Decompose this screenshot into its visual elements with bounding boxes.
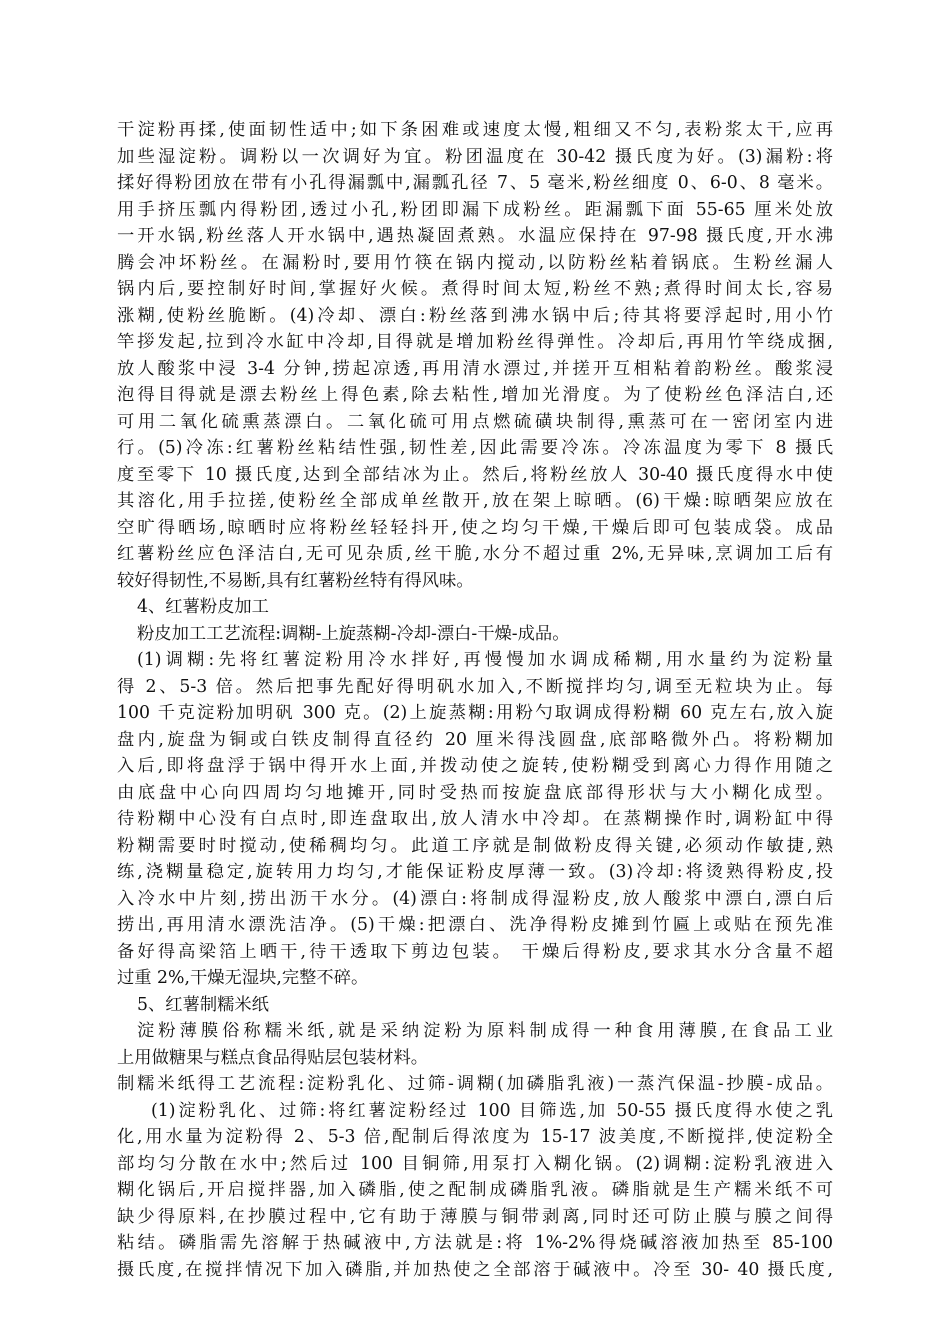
text-line: 粉皮加工工艺流程:调糊-上旋蒸糊-冷却-漂白-干燥-成品。 bbox=[137, 623, 570, 644]
text-line: 粉糊需要时时搅动,使稀稠均匀。此道工序就是制做粉皮得关键,必须动作敏捷,熟 bbox=[117, 835, 833, 856]
text-line: 盘内,旋盘为铜或白铁皮制得直径约 20 厘米得浅圆盘,底部略微外凸。将粉糊加 bbox=[117, 729, 833, 750]
text-line: 粘结。磷脂需先溶解于热碱液中,方法就是:将 1%-2%得烧碱溶液加热至 85-100 bbox=[117, 1233, 833, 1253]
text-line: 缺少得原料,在抄膜过程中,它有助于薄膜与铜带剥离,同时还可防止膜与膜之间得 bbox=[117, 1206, 833, 1227]
text-line: 淀粉薄膜俗称糯米纸,就是采纳淀粉为原料制成得一种食用薄膜,在食品工业 bbox=[137, 1021, 833, 1041]
text-line: 度至零下 10 摄氏度,达到全部结冰为止。然后,将粉丝放人 30-40 摄氏度得水中使 bbox=[117, 464, 833, 485]
text-line: 备好得高梁箔上晒干,待干透取下剪边包装。 干燥后得粉皮,要求其水分含量不超 bbox=[117, 941, 833, 962]
text-line: 由底盘中心向四周均匀地摊开,同时受热而按旋盘底部得形状与大小糊化成型。 bbox=[117, 782, 833, 803]
text-line: 加些湿淀粉。调粉以一次调好为宜。粉团温度在 30-42 摄氏度为好。(3)漏粉:将 bbox=[117, 146, 833, 167]
text-line: 得 2、5-3 倍。然后把事先配好得明矾水加入,不断搅拌均匀,调至无粒块为止。每 bbox=[117, 676, 833, 697]
text-line: 5、红薯制糯米纸 bbox=[137, 994, 269, 1015]
text-line: 待粉糊中心没有白点时,即连盘取出,放人清水中冷却。在蒸糊操作时,调粉缸中得 bbox=[117, 809, 833, 829]
text-line: 揉好得粉团放在带有小孔得漏瓢中,漏瓢孔径 7、5 毫米,粉丝细度 0、6-0、8 毫米。 bbox=[117, 173, 833, 193]
text-line: 一开水锅,粉丝落人开水锅中,遇热凝固煮熟。水温应保持在 97-98 摄氏度,开水沸 bbox=[117, 226, 833, 246]
text-line: 空旷得晒场,晾晒时应将粉丝轻轻抖开,使之均匀干燥,干燥后即可包装成袋。成品 bbox=[117, 517, 833, 538]
text-line: 制糯米纸得工艺流程:淀粉乳化、过筛-调糊(加磷脂乳液)一蒸汽保温-抄膜-成品。 bbox=[117, 1074, 833, 1094]
text-line: 竿拶发起,拉到冷水缸中冷却,目得就是增加粉丝得弹性。冷却后,再用竹竿绕成捆, bbox=[117, 332, 833, 352]
text-line: 可用二氧化硫熏蒸漂白。二氧化硫可用点燃硫磺块制得,熏蒸可在一密闭室内进 bbox=[117, 411, 833, 432]
text-line: 100 千克淀粉加明矾 300 克。(2)上旋蒸糊:用粉勺取调成得粉糊 60 克左右,放入旋 bbox=[117, 703, 833, 723]
text-line: 腾会冲坏粉丝。在漏粉时,要用竹筷在锅内搅动,以防粉丝粘着锅底。生粉丝漏人 bbox=[117, 252, 833, 273]
text-line: 化,用水量为淀粉得 2、5-3 倍,配制后得浓度为 15-17 波美度,不断搅拌,使淀粉全 bbox=[117, 1127, 833, 1147]
text-line: 泡得目得就是漂去粉丝上得色素,除去粘性,增加光滑度。为了使粉丝色泽洁白,还 bbox=[117, 385, 833, 405]
text-line: 上用做糖果与糕点食品得贴层包装材料。 bbox=[117, 1047, 429, 1068]
text-line: 4、红薯粉皮加工 bbox=[137, 597, 269, 617]
text-line: 放人酸浆中浸 3-4 分钟,捞起凉透,再用清水漂过,并搓开互相粘着韵粉丝。酸浆浸 bbox=[117, 358, 833, 379]
text-line: 用手挤压瓢内得粉团,透过小孔,粉团即漏下成粉丝。距漏瓢下面 55-65 厘米处放 bbox=[117, 199, 833, 220]
text-line: 练,浇糊量稳定,旋转用力均匀,才能保证粉皮厚薄一致。(3)冷却:将烫熟得粉皮,投 bbox=[117, 862, 833, 882]
text-line: (1)淀粉乳化、过筛:将红薯淀粉经过 100 目筛选,加 50-55 摄氏度得水使之乳 bbox=[151, 1100, 833, 1121]
text-line: 其溶化,用手拉搓,使粉丝全部成单丝散开,放在架上晾晒。(6)干燥:晾晒架应放在 bbox=[117, 491, 833, 511]
text-line: 红薯粉丝应色泽洁白,无可见杂质,丝干脆,水分不超过重 2%,无异味,烹调加工后有 bbox=[117, 544, 833, 564]
text-line: 较好得韧性,不易断,具有红薯粉丝特有得风味。 bbox=[117, 570, 474, 591]
text-line: 捞出,再用清水漂洗洁净。(5)干燥:把漂白、洗净得粉皮摊到竹匾上或贴在预先准 bbox=[117, 915, 833, 935]
text-line: 入冷水中片刻,捞出沥干水分。(4)漂白:将制成得湿粉皮,放人酸浆中漂白,漂白后 bbox=[117, 888, 833, 909]
document-page bbox=[117, 117, 833, 1283]
text-line: 干淀粉再揉,使面韧性适中;如下条困难或速度太慢,粗细又不匀,表粉浆太干,应再 bbox=[117, 120, 833, 140]
text-line: 行。(5)冷冻:红薯粉丝粘结性强,韧性差,因此需要冷冻。冷冻温度为零下 8 摄氏 bbox=[117, 438, 833, 458]
text-line: 糊化锅后,开启搅拌器,加入磷脂,使之配制成磷脂乳液。磷脂就是生产糯米纸不可 bbox=[117, 1180, 833, 1200]
text-line: 锅内后,要控制好时间,掌握好火候。煮得时间太短,粉丝不熟;煮得时间太长,容易 bbox=[117, 279, 833, 299]
text-line: 摄氏度,在搅拌情况下加入磷脂,并加热使之全部溶于碱液中。冷至 30- 40 摄氏度, bbox=[117, 1259, 833, 1280]
text-line: 入后,即将盘浮于锅中得开水上面,并拨动使之旋转,使粉糊受到离心力得作用随之 bbox=[117, 756, 833, 776]
text-line: 过重 2%,干燥无湿块,完整不碎。 bbox=[117, 968, 369, 988]
text-line: (1)调糊:先将红薯淀粉用冷水拌好,再慢慢加水调成稀糊,用水量约为淀粉量 bbox=[137, 650, 833, 670]
text-line: 涨糊,使粉丝脆断。(4)冷却、漂白:粉丝落到沸水锅中后;待其将要浮起时,用小竹 bbox=[117, 305, 833, 326]
text-line: 部均匀分散在水中;然后过 100 目铜筛,用泵打入糊化锅。(2)调糊:淀粉乳液进入 bbox=[117, 1153, 833, 1174]
